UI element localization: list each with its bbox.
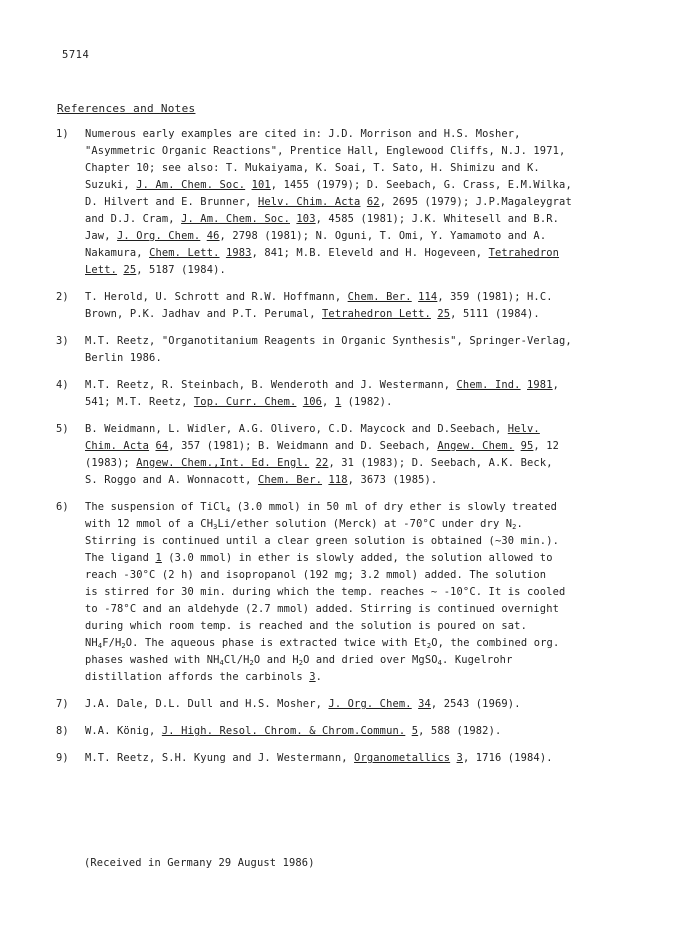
text-segment: D. Hilvert and E. Brunner,	[85, 196, 258, 208]
reference-line	[85, 601, 626, 618]
section-heading: References and Notes	[57, 102, 196, 115]
underlined-text: 1	[334, 396, 342, 408]
reference-number: 8)	[56, 725, 69, 737]
text-segment: Brown, P.K. Jadhav and P.T. Perumal,	[85, 308, 323, 320]
text-segment: F/H	[102, 637, 122, 649]
subscript: 4	[97, 642, 103, 650]
reference-line	[85, 455, 626, 472]
reference-line	[85, 550, 626, 567]
reference-number: 3)	[56, 335, 69, 347]
underlined-text: 101	[251, 179, 271, 191]
text-segment: Berlin 1986.	[85, 352, 162, 364]
underlined-text: J. Am. Chem. Soc.	[136, 179, 246, 191]
text-segment: (3.0 mmol) in ether is slowly added, the solution allowed to	[161, 552, 553, 564]
subscript: 2	[426, 642, 432, 650]
reference-number: 5)	[56, 423, 69, 435]
reference-line	[85, 394, 626, 411]
subscript: 2	[121, 642, 126, 650]
underlined-text: 34	[418, 698, 431, 710]
underlined-text: 25	[437, 308, 451, 320]
reference-text	[85, 696, 626, 713]
reference-line	[85, 211, 626, 228]
reference-item	[56, 289, 626, 323]
reference-number: 2)	[56, 291, 69, 303]
reference-line	[85, 126, 626, 143]
underlined-text: 25	[123, 264, 137, 276]
text-segment: Nakamura,	[85, 247, 150, 259]
underlined-text: 1981	[527, 379, 553, 391]
text-segment: , 2543 (1969).	[430, 698, 521, 710]
text-segment: 541; M.T. Reetz,	[85, 396, 194, 408]
reference-line	[85, 472, 626, 489]
underlined-text: Helv.	[507, 423, 540, 435]
page-number: 5714	[62, 49, 90, 61]
reference-line	[85, 499, 626, 516]
reference-item	[56, 126, 626, 279]
reference-line	[85, 306, 626, 323]
text-segment: O and dried over MgSO	[303, 654, 438, 666]
underlined-text: 3	[309, 671, 316, 683]
reference-line	[85, 618, 626, 635]
text-segment: O, the combined org.	[431, 637, 560, 649]
underlined-text: J. Am. Chem. Soc.	[181, 213, 290, 225]
underlined-text: 118	[328, 474, 348, 486]
underlined-text: 5	[411, 725, 419, 737]
text-segment: Chapter 10; see also: T. Mukaiyama, K. Soai, T. Sato, H. Shimizu and K.	[85, 162, 540, 174]
reference-text	[85, 333, 626, 367]
text-segment: .	[516, 518, 523, 530]
underlined-text: Helv. Chim. Acta	[257, 196, 361, 208]
text-segment: ,	[322, 396, 335, 408]
reference-text	[85, 723, 626, 740]
reference-line	[85, 377, 626, 394]
text-segment: Cl/H	[223, 654, 250, 666]
reference-line	[85, 350, 626, 367]
underlined-text: 46	[206, 230, 220, 242]
reference-line	[85, 584, 626, 601]
text-segment: , 841; M.B. Eleveld and H. Hogeveen,	[251, 247, 489, 259]
text-segment: , 359 (1981); H.C.	[437, 291, 553, 303]
text-segment: , 3673 (1985).	[347, 474, 438, 486]
reference-line	[85, 228, 626, 245]
text-segment: , 1716 (1984).	[462, 752, 553, 764]
text-segment: Jaw,	[85, 230, 118, 242]
reference-line	[85, 652, 626, 669]
reference-list	[56, 126, 626, 777]
text-segment: T. Herold, U. Schrott and R.W. Hoffmann,	[85, 291, 348, 303]
text-segment: Stirring is continued until a clear green solution is obtained (∼30 min.).	[85, 535, 560, 547]
underlined-text: 62	[366, 196, 380, 208]
reference-line	[85, 194, 626, 211]
reference-line	[85, 245, 626, 262]
subscript: 2	[512, 523, 517, 531]
text-segment: . Kugelrohr	[442, 654, 513, 666]
text-segment: to -78°C and an aldehyde (2.7 mmol) added. Stirring is continued overnight	[85, 603, 560, 615]
underlined-text: 106	[302, 396, 323, 408]
reference-item	[56, 696, 626, 713]
text-segment: , 5187 (1984).	[136, 264, 226, 276]
underlined-text: 95	[520, 440, 534, 452]
text-segment: S. Roggo and A. Wonnacott,	[85, 474, 258, 486]
underlined-text: 1	[155, 552, 162, 564]
reference-line	[85, 160, 626, 177]
text-segment: phases washed with NH	[85, 654, 220, 666]
text-segment: , 588 (1982).	[418, 725, 502, 737]
text-segment: , 1455 (1979); D. Seebach, G. Crass, E.M.Wilka,	[270, 179, 572, 191]
text-segment: , 31 (1983); D. Seebach, A.K. Beck,	[328, 457, 553, 469]
text-segment: .	[315, 671, 323, 683]
text-segment: M.T. Reetz, "Organotitanium Reagents in Organic Synthesis", Springer-Verlag,	[85, 335, 572, 347]
reference-line	[85, 567, 626, 584]
underlined-text: 1983	[225, 247, 252, 259]
text-segment: is stirred for 30 min. during which the temp. reaches ∼ -10°C. It is cooled	[85, 586, 566, 598]
text-segment: (1982).	[341, 396, 393, 408]
text-segment: reach -30°C (2 h) and isopropanol (192 mg; 3.2 mmol) added. The solution	[85, 569, 547, 581]
text-segment: O and H	[253, 654, 299, 666]
underlined-text: 114	[418, 291, 438, 303]
text-segment: O. The aqueous phase is extracted twice with Et	[125, 637, 427, 649]
text-segment: Suzuki,	[85, 179, 137, 191]
text-segment: B. Weidmann, L. Widler, A.G. Olivero, C.D. Maycock and D.Seebach,	[85, 423, 508, 435]
reference-text	[85, 289, 626, 323]
underlined-text: 3	[456, 752, 463, 764]
text-segment: J.A. Dale, D.L. Dull and H.S. Mosher,	[85, 698, 329, 710]
text-segment: NH	[85, 637, 98, 649]
underlined-text: Tetrahedron Lett.	[322, 308, 431, 320]
underlined-text: J. Org. Chem.	[117, 230, 201, 242]
reference-number: 1)	[56, 128, 69, 140]
subscript: 3	[213, 523, 218, 531]
reference-line	[85, 669, 626, 686]
text-segment: ,	[552, 379, 560, 391]
underlined-text: J. High. Resol. Chrom. & Chrom.Commun.	[161, 725, 406, 737]
text-segment: M.T. Reetz, S.H. Kyung and J. Westermann,	[85, 752, 355, 764]
text-segment: , 357 (1981); B. Weidmann and D. Seebach,	[168, 440, 438, 452]
text-segment: , 2798 (1981); N. Oguni, T. Omi, Y. Yamamoto and A.	[219, 230, 547, 242]
subscript: 2	[298, 659, 304, 667]
underlined-text: Organometallics	[354, 752, 451, 764]
reference-line	[85, 696, 626, 713]
text-segment: "Asymmetric Organic Reactions", Prentice Hall, Englewood Cliffs, N.J. 1971,	[85, 145, 566, 157]
reference-line	[85, 177, 626, 194]
reference-text	[85, 421, 626, 489]
reference-line	[85, 533, 626, 550]
text-segment: during which room temp. is reached and the solution is poured on sat.	[85, 620, 527, 632]
reference-line	[85, 143, 626, 160]
reference-text	[85, 750, 626, 767]
text-segment: and D.J. Cram,	[85, 213, 182, 225]
reference-number: 7)	[56, 698, 69, 710]
underlined-text: Top. Curr. Chem.	[193, 396, 297, 408]
reference-line	[85, 438, 626, 455]
reference-line	[85, 723, 626, 740]
text-segment: (3.0 mmol) in 50 ml of dry ether is slowly treated	[230, 501, 558, 513]
text-segment: (1983);	[85, 457, 137, 469]
reference-line	[85, 516, 626, 533]
underlined-text: Chem. Ind.	[456, 379, 521, 391]
text-segment: The ligand	[85, 552, 156, 564]
reference-line	[85, 262, 626, 279]
underlined-text: 64	[155, 440, 169, 452]
text-segment: The suspension of TiCl	[85, 501, 226, 513]
subscript: 4	[437, 659, 443, 667]
underlined-text: Tetrahedron	[488, 247, 560, 259]
underlined-text: Angew. Chem.,Int. Ed. Engl.	[136, 457, 310, 469]
underlined-text: 103	[296, 213, 316, 225]
text-segment: M.T. Reetz, R. Steinbach, B. Wenderoth and J. Westermann,	[85, 379, 457, 391]
underlined-text: 22	[315, 457, 329, 469]
text-segment: distillation affords the carbinols	[85, 671, 310, 683]
reference-item	[56, 499, 626, 686]
reference-line	[85, 635, 626, 652]
underlined-text: Chem. Ber.	[257, 474, 323, 486]
text-segment: Numerous early examples are cited in: J.D. Morrison and H.S. Mosher,	[85, 128, 521, 140]
text-segment: with 12 mmol of a CH	[85, 518, 214, 530]
underlined-text: Chim. Acta	[85, 440, 150, 452]
reference-item	[56, 421, 626, 489]
reference-item	[56, 750, 626, 767]
reference-line	[85, 421, 626, 438]
reference-number: 9)	[56, 752, 69, 764]
text-segment: , 2695 (1979); J.P.Magaleygrat	[379, 196, 572, 208]
subscript: 4	[219, 659, 224, 667]
reference-text	[85, 499, 626, 686]
underlined-text: Chem. Lett.	[149, 247, 220, 259]
reference-line	[85, 333, 626, 350]
underlined-text: Chem. Ber.	[347, 291, 412, 303]
underlined-text: Lett.	[85, 264, 118, 276]
text-segment: , 5111 (1984).	[450, 308, 540, 320]
reference-text	[85, 377, 626, 411]
reference-number: 4)	[56, 379, 69, 391]
subscript: 4	[225, 506, 231, 514]
reference-line	[85, 750, 626, 767]
reference-text	[85, 126, 626, 279]
text-segment: W.A. König,	[85, 725, 162, 737]
reference-number: 6)	[56, 501, 69, 513]
reference-item	[56, 377, 626, 411]
text-segment: Li/ether solution (Merck) at -70°C under dry N	[217, 518, 513, 530]
subscript: 2	[249, 659, 254, 667]
reference-line	[85, 289, 626, 306]
underlined-text: J. Org. Chem.	[328, 698, 412, 710]
underlined-text: Angew. Chem.	[437, 440, 515, 452]
received-note: (Received in Germany 29 August 1986)	[84, 857, 315, 869]
reference-item	[56, 723, 626, 740]
text-segment: , 4585 (1981); J.K. Whitesell and B.R.	[315, 213, 560, 225]
reference-item	[56, 333, 626, 367]
text-segment: , 12	[533, 440, 560, 452]
